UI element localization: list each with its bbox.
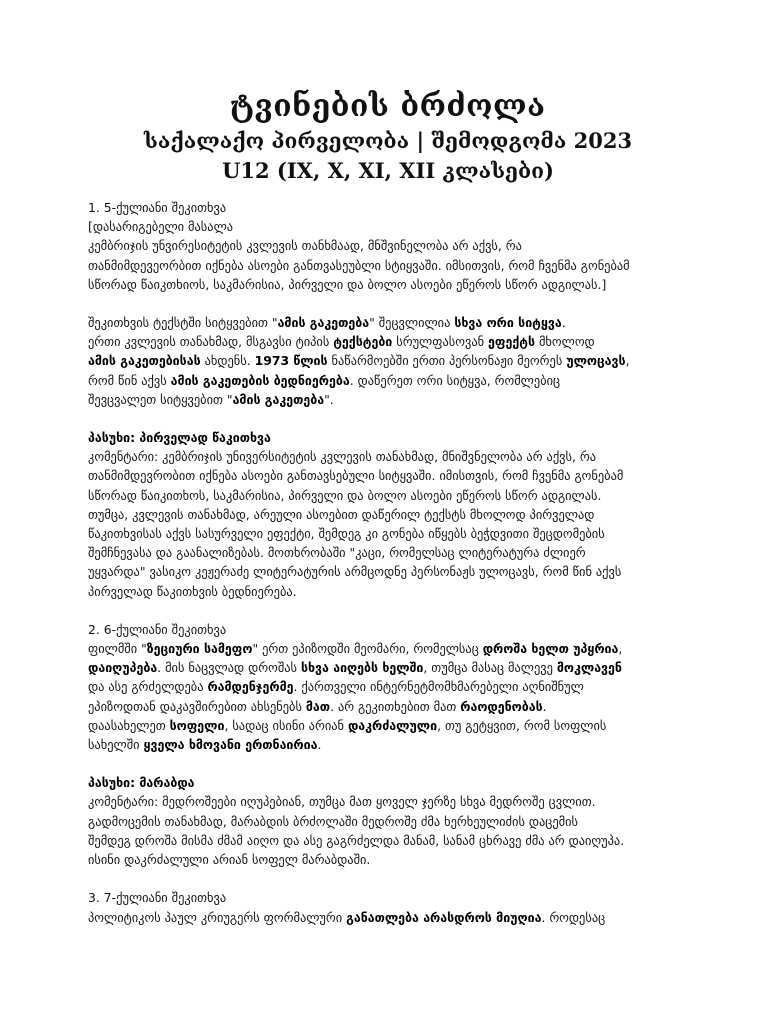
- text-run: ნაწარმოებში ერთი პერსონაჟი მეორეს: [327, 353, 567, 369]
- bold-run: რაოდენობას: [460, 698, 543, 714]
- document-body: [88, 198, 688, 927]
- handout-line: თანმიმდევეორბით იქნება ასოები განთვასეუბლი სტიყვაში. იმსითვის, რომ ჩვენმა გონებამ: [88, 257, 630, 273]
- text-run: . როდესაც: [541, 909, 606, 925]
- answer-line: პასუხი: პირველად წაკითხვა: [88, 430, 271, 446]
- question-number: 3. 7-ქულიანი შეკითხვა: [88, 890, 227, 906]
- text-run: , სადაც ისინი არიან: [224, 717, 348, 733]
- text-run: . დაწერეთ ორი სიტყვა, რომლებიც: [349, 372, 561, 388]
- text-run: ".: [324, 391, 334, 407]
- bold-run: დაიღუპება: [88, 660, 158, 676]
- question-1: [88, 198, 688, 294]
- text-run: .: [561, 315, 566, 331]
- question-number: 2. 6-ქულიანი შეკითხვა: [88, 621, 227, 637]
- document-header: [88, 88, 688, 186]
- comment-line: წაკითხვისას აქვს სასურველი ეფექტი, შემდეგ კი გონება იწყებს ბეჭდვითი შეცდომების: [88, 526, 605, 542]
- question-line: [88, 908, 688, 927]
- bold-run: ულოცავს: [566, 353, 626, 369]
- text-run: რომ წინ აქვს: [88, 372, 171, 388]
- text-run: " ერთ ეპიზოდში მეომარი, რომელსაც: [252, 641, 483, 657]
- question-line: [88, 639, 688, 658]
- comment-line: კომენტარი: კემბრიჯის უნივერსიტეტის კვლევის თანახმად, მნიშვნელობა არ აქვს, რა: [88, 449, 597, 465]
- answer-line: პასუხი: მარაბდა: [88, 775, 195, 791]
- bold-run: სოფელი: [169, 717, 225, 733]
- bold-run: 1973 წლის: [254, 353, 328, 369]
- bold-run: სხვა აიღებს ხელში: [300, 660, 424, 676]
- text-run: .: [542, 698, 547, 714]
- bold-run: ეფექტს: [488, 334, 535, 350]
- bold-run: ყველა ხმოვანი ერთნაირია: [143, 737, 318, 753]
- comment-line: შემდეგ დროშა მისმა ძმამ აიღო და ასე გაგრძელდა მანამ, სანამ ცხრავე ძმა არ დაიღუპა.: [88, 832, 625, 848]
- text-run: სახელში: [88, 737, 144, 753]
- question-line: [88, 735, 688, 754]
- comment-line: პირველად წაკითხვის ბედნიერება.: [88, 583, 297, 599]
- comment-line: გადმოცემის თანახმად, მარაბდის ბრძოლაში მედროშე ძმა ხერხეულიძის დაცემის: [88, 813, 579, 829]
- question-line: [88, 677, 688, 696]
- comment-line: უყვარდა" ვასიკო კეჟერაძე ლიტერატურის არმცოდნე პერსონაჟს ულოცავს, რომ წინ აქვს: [88, 564, 622, 580]
- question-line: [88, 351, 688, 370]
- text-run: შეკითხვის ტექსტში სიტყვებით ": [88, 315, 278, 331]
- bold-run: ამის გაკეთების ბედნიერება: [170, 372, 350, 388]
- comment-line: შემჩნევასა და გაანალიზებას. მოთხრობაში "კაცი, რომელსაც ლიტერატურა ძლიერ: [88, 545, 586, 561]
- text-run: " შეცვლილია: [369, 315, 455, 331]
- document-subtitle: საქალაქო პირველობა | შემოდგომა 2023: [143, 128, 633, 153]
- question-line: [88, 697, 688, 716]
- text-run: . ქართველი ინტერნეტმომხმარებელი აღნიშნულ: [293, 679, 584, 695]
- text-run: დაასახელეთ: [88, 717, 170, 733]
- text-run: პოლიტიკოს პაულ კრიუგერს ფორმალური: [88, 909, 347, 925]
- text-run: . არ გეკითხებით მათ: [330, 698, 461, 714]
- text-run: ,: [625, 353, 630, 369]
- grade-label: U12 (IX, X, XI, XII კლასები): [222, 158, 554, 183]
- comment-line: ისინი დაკრძალული არიან სოფელ მარაბდაში.: [88, 852, 371, 868]
- handout-line: სწორად წაიკთხიოს, საკმარისია, პირველი და ბოლო ასოები ეწეროს სწორ ადგილას.]: [88, 276, 607, 292]
- question-2: [88, 620, 688, 754]
- text-run: ეპიზოდთან დაკავშირებით ახსენებს: [88, 698, 306, 714]
- comment-line: კომენტარი: მედროშეები იღუპებიან, თუმცა მათ ყოველ ჯერზე სხვა მედროშე ცვლით.: [88, 794, 596, 810]
- question-2-answer: [88, 773, 688, 869]
- handout-line: [დასარიგებელი მასალა: [88, 219, 234, 235]
- handout-line: კემბრიჯის უნვირესიტეტის კვლევის თანხმაად, მნშვინელობა არ აქვს, რა: [88, 238, 522, 254]
- text-run: მხოლოდ: [535, 334, 595, 350]
- bold-run: დროშა ხელთ უპყრია: [482, 641, 619, 657]
- bold-run: ამის გაკეთება: [277, 315, 370, 331]
- question-3: [88, 888, 688, 926]
- bold-run: ზეციური სამეფო: [146, 641, 253, 657]
- question-line: [88, 332, 688, 351]
- question-1-answer: [88, 428, 688, 601]
- text-run: სრულფასოვან: [392, 334, 489, 350]
- text-run: .: [317, 737, 322, 753]
- bold-run: განათლება არასდროს მიუღია: [346, 909, 542, 925]
- document-title: ტვინების ბრძოლა: [230, 89, 546, 124]
- text-run: ფილმში ": [88, 641, 147, 657]
- text-run: და ასე გრძელდება: [88, 679, 208, 695]
- bold-run: მოკლავენ: [556, 660, 622, 676]
- text-run: . მის ნაცვლად დროშას: [157, 660, 301, 676]
- question-line: [88, 716, 688, 735]
- bold-run: ამის გაკეთებისას: [88, 353, 201, 369]
- text-run: შევცვალეთ სიტყვებით ": [88, 391, 233, 407]
- question-line: [88, 371, 688, 390]
- bold-run: მათ: [305, 698, 331, 714]
- text-run: ერთი კვლევის თანახმად, მსგავსი ტიპის: [88, 334, 334, 350]
- question-line: [88, 313, 688, 332]
- comment-line: სწორად წაიკითხოს, საკმარისია, პირველი და ბოლო ასოები ეწეროს სწორ ადგილას.: [88, 487, 602, 503]
- bold-run: რამდენჯერმე: [207, 679, 294, 695]
- question-number: 1. 5-ქულიანი შეკითხვა: [88, 200, 227, 215]
- question-1-text: [88, 313, 688, 409]
- question-line: [88, 390, 688, 409]
- comment-line: თანმიმდევრობით იქნება ასოები განთავსებული სიტყვაში. იმისთვის, რომ ჩვენმა გონებამ: [88, 468, 624, 484]
- bold-run: ამის გაკეთება: [232, 391, 325, 407]
- bold-run: დაკრძალული: [347, 717, 438, 733]
- text-run: ახდენს.: [200, 353, 255, 369]
- comment-line: თუმცა, კვლევის თანახმად, არეული ასოებით დაწერილ ტექსტს მხოლოდ პირველად: [88, 506, 595, 522]
- bold-run: სხვა ორი სიტყვა: [454, 315, 562, 331]
- text-run: , თუმცა მასაც მალევე: [423, 660, 557, 676]
- question-line: [88, 658, 688, 677]
- text-run: , თუ გეტყვით, რომ სოფლის: [437, 717, 607, 733]
- text-run: ,: [618, 641, 623, 657]
- bold-run: ტექსტები: [333, 334, 393, 350]
